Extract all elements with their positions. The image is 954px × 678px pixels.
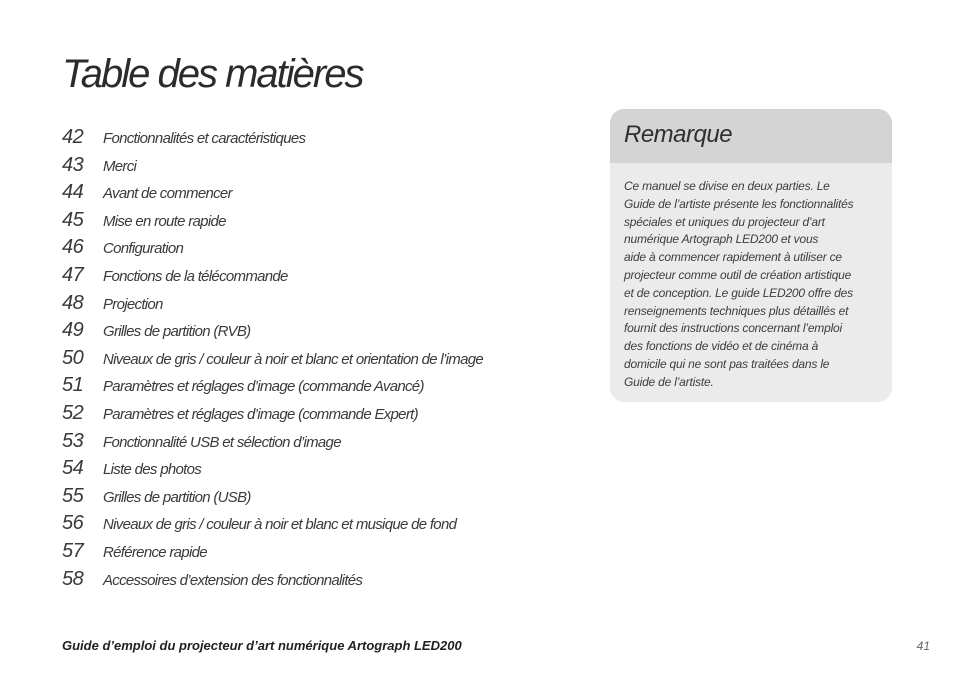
remark-line: Guide de l’artiste. xyxy=(624,374,714,389)
remark-header xyxy=(610,109,892,163)
toc-entry xyxy=(62,126,582,154)
toc-entry-label: Grilles de partition (USB) xyxy=(103,488,251,506)
table-of-contents xyxy=(62,126,582,595)
toc-entry xyxy=(62,402,582,430)
toc-page-number: 49 xyxy=(62,319,84,342)
toc-page-number: 43 xyxy=(62,153,84,176)
remark-line: fournit des instructions concernant l’emploi xyxy=(624,321,842,336)
remark-line: numérique Artograph LED200 et vous xyxy=(624,232,819,247)
toc-page-number: 42 xyxy=(62,126,84,148)
toc-page-number: 53 xyxy=(62,429,84,452)
toc-entry-label: Niveaux de gris / couleur à noir et blanc et orientation de l’image xyxy=(103,350,484,368)
footer-guide-title: Guide d’emploi du projecteur d’art numérique Artograph LED200 xyxy=(62,638,462,653)
toc-entry-label: Fonctionnalité USB et sélection d’image xyxy=(103,433,341,451)
toc-entry-label: Grilles de partition (RVB) xyxy=(103,323,251,341)
toc-entry xyxy=(62,568,582,596)
remark-box xyxy=(610,109,892,402)
toc-page-number: 58 xyxy=(62,567,84,590)
toc-entry-label: Paramètres et réglages d’image (commande Expert) xyxy=(103,405,418,423)
toc-page-number: 55 xyxy=(62,484,84,507)
remark-line: spéciales et uniques du projecteur d’art xyxy=(624,214,825,229)
toc-entry xyxy=(62,209,582,237)
toc-page-number: 48 xyxy=(62,291,84,314)
toc-entry xyxy=(62,347,582,375)
page-number: 41 xyxy=(916,639,930,653)
remark-line: projecteur comme outil de création artistique xyxy=(624,267,852,282)
toc-page-number: 44 xyxy=(62,181,84,204)
toc-page-number: 45 xyxy=(62,208,84,231)
toc-entry xyxy=(62,485,582,513)
toc-entry-label: Projection xyxy=(103,295,163,313)
toc-entry-label: Accessoires d’extension des fonctionnalités xyxy=(103,571,363,589)
toc-page-number: 47 xyxy=(62,263,84,286)
toc-entry xyxy=(62,319,582,347)
remark-body xyxy=(624,178,886,392)
toc-page-number: 51 xyxy=(62,374,84,397)
remark-line: des fonctions de vidéo et de cinéma à xyxy=(624,339,819,354)
toc-entry xyxy=(62,512,582,540)
toc-entry-label: Merci xyxy=(103,157,137,175)
toc-entry-label: Fonctions de la télécommande xyxy=(103,267,288,285)
toc-page-number: 52 xyxy=(62,401,84,424)
toc-entry xyxy=(62,430,582,458)
toc-page-number: 50 xyxy=(62,346,84,369)
page-title: Table des matières xyxy=(62,52,363,96)
toc-page-number: 54 xyxy=(62,457,84,480)
toc-entry-label: Niveaux de gris / couleur à noir et blanc et musique de fond xyxy=(103,516,457,534)
toc-entry xyxy=(62,540,582,568)
toc-entry xyxy=(62,181,582,209)
toc-entry-label: Liste des photos xyxy=(103,461,202,479)
remark-line: domicile qui ne sont pas traitées dans le xyxy=(624,356,830,371)
toc-page-number: 57 xyxy=(62,539,84,562)
remark-line: et de conception. Le guide LED200 offre des xyxy=(624,285,853,300)
toc-entry-label: Paramètres et réglages d’image (commande Avancé) xyxy=(103,378,424,396)
toc-entry xyxy=(62,236,582,264)
toc-entry xyxy=(62,292,582,320)
toc-page-number: 56 xyxy=(62,512,84,535)
toc-page-number: 46 xyxy=(62,236,84,259)
remark-line: renseignements techniques plus détaillés et xyxy=(624,303,849,318)
toc-entry xyxy=(62,264,582,292)
toc-entry-label: Avant de commencer xyxy=(103,185,232,203)
remark-line: aide à commencer rapidement à utiliser ce xyxy=(624,250,842,265)
toc-entry xyxy=(62,457,582,485)
remark-line: Guide de l’artiste présente les fonctionnalités xyxy=(624,196,854,211)
remark-line: Ce manuel se divise en deux parties. Le xyxy=(624,179,830,193)
toc-entry xyxy=(62,154,582,182)
toc-entry xyxy=(62,374,582,402)
toc-entry-label: Configuration xyxy=(103,240,184,258)
toc-entry-label: Référence rapide xyxy=(103,543,207,561)
toc-entry-label: Mise en route rapide xyxy=(103,212,226,230)
remark-title: Remarque xyxy=(624,121,733,148)
toc-entry-label: Fonctionnalités et caractéristiques xyxy=(103,130,306,147)
